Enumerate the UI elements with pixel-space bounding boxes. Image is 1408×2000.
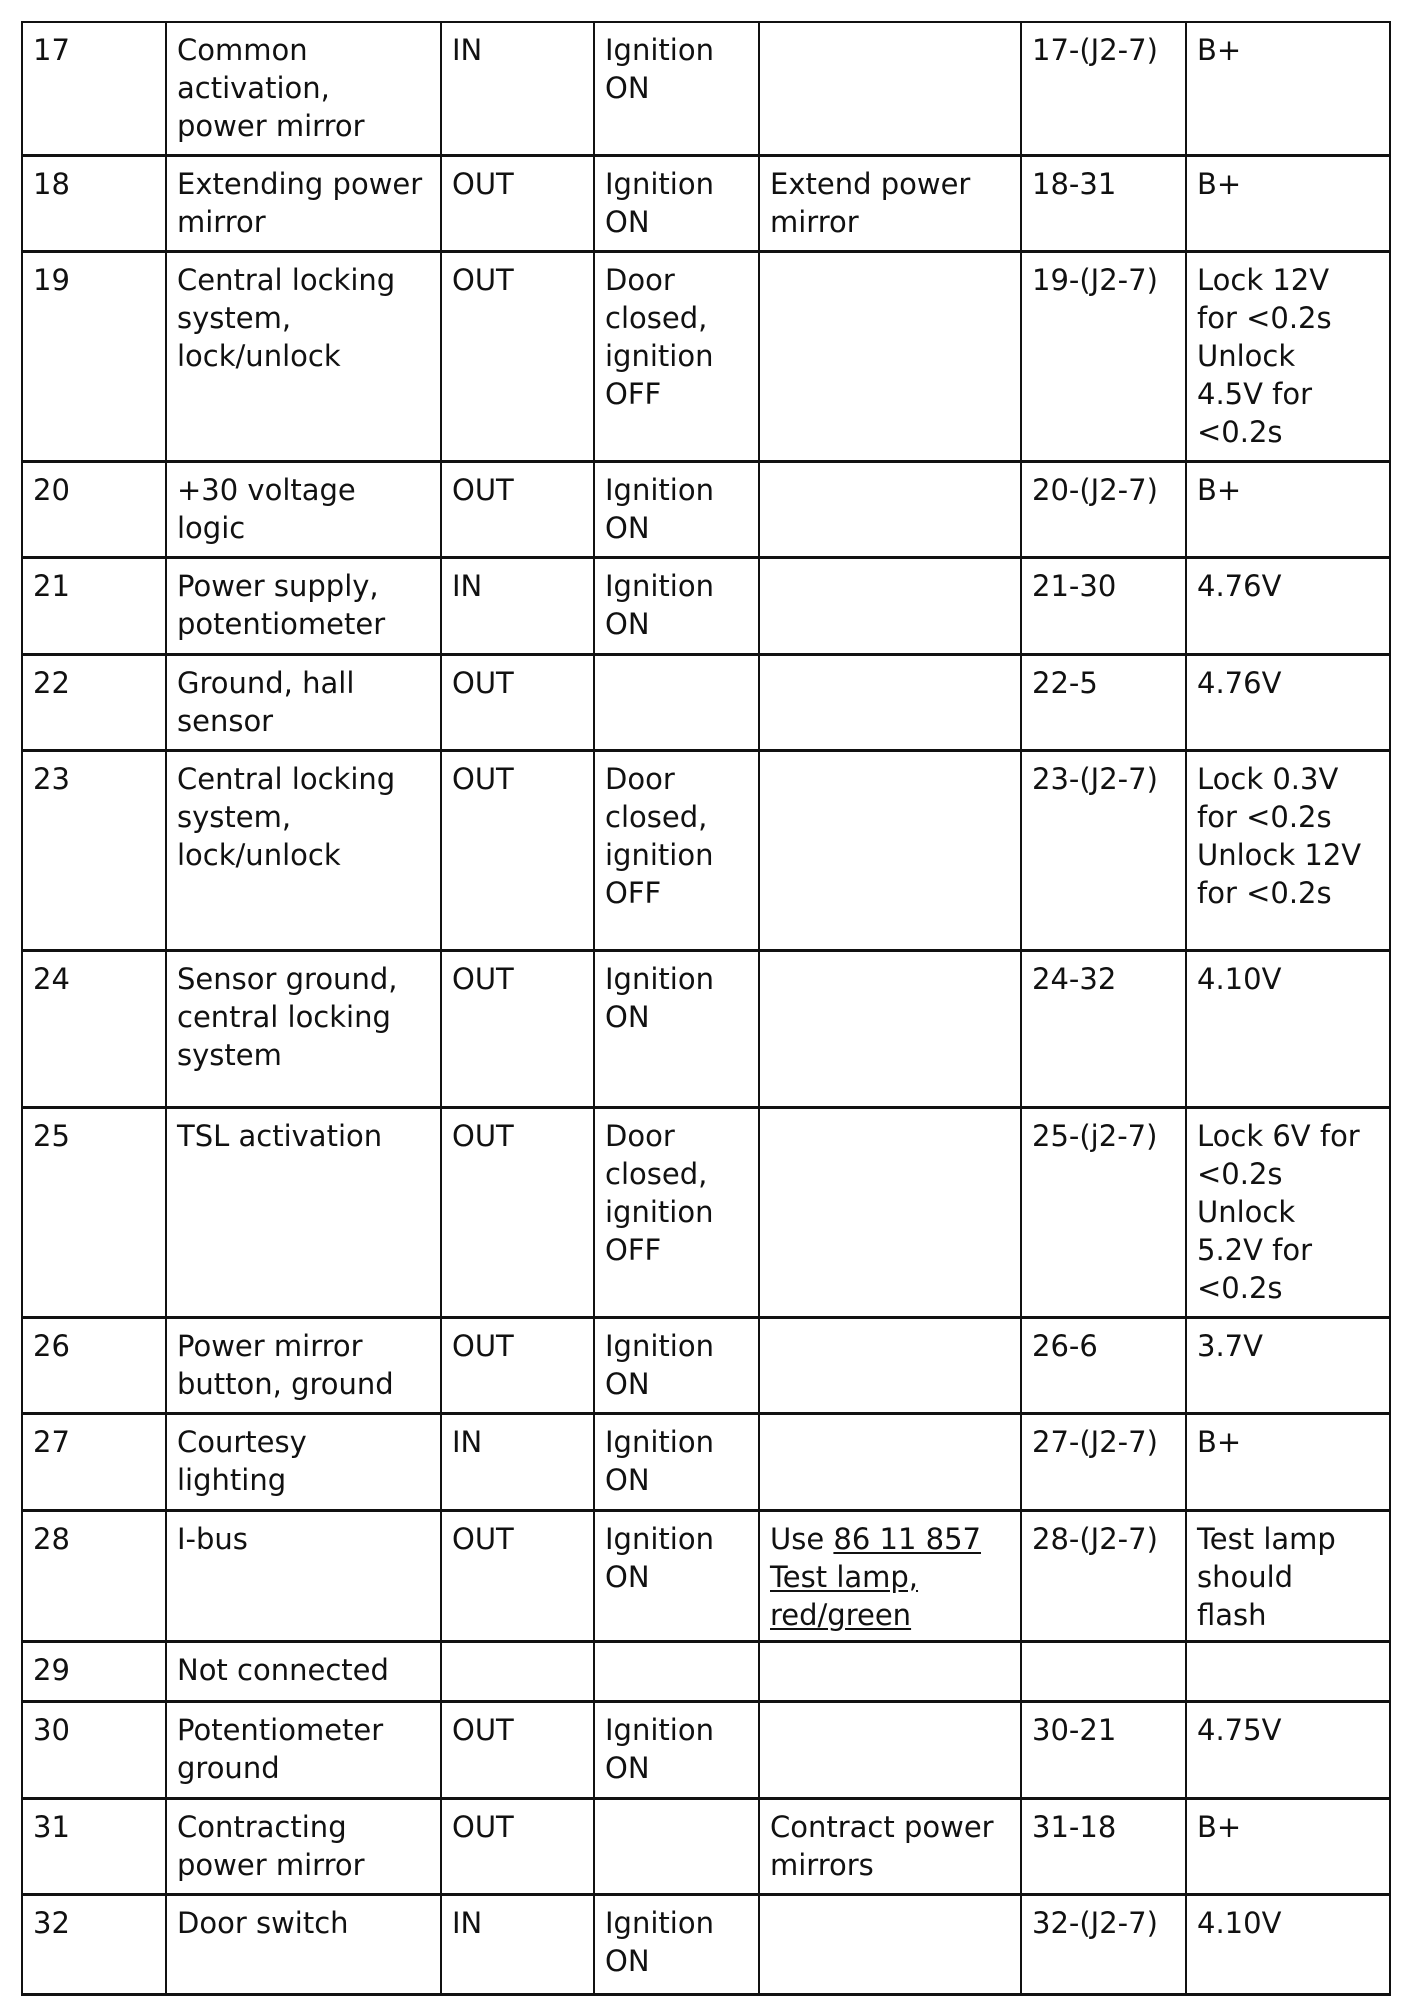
description-cell: Central locking system, lock/unlock: [166, 750, 441, 950]
test-pins-cell: 22-5: [1021, 654, 1186, 750]
pin-assignment-table: [21, 21, 1391, 1996]
description-cell: Potentiometer ground: [166, 1701, 441, 1798]
remark-prefix: Use: [770, 1521, 834, 1556]
value-cell: 3.7V: [1186, 1317, 1390, 1413]
value-cell: 4.10V: [1186, 950, 1390, 1107]
direction-cell: OUT: [441, 1510, 594, 1641]
table-row: [22, 557, 1390, 654]
description-cell: Door switch: [166, 1894, 441, 1994]
test-pins-cell: [1021, 1641, 1186, 1701]
test-pins-cell: 21-30: [1021, 557, 1186, 654]
test-pins-cell: 25-(j2-7): [1021, 1107, 1186, 1317]
direction-cell: OUT: [441, 1798, 594, 1894]
test-pins-cell: 24-32: [1021, 950, 1186, 1107]
remark-cell: Extend power mirror: [759, 155, 1021, 251]
value-cell: Lock 6V for <0.2s Unlock 5.2V for <0.2s: [1186, 1107, 1390, 1317]
test-pins-cell: 18-31: [1021, 155, 1186, 251]
remark-cell: [759, 1701, 1021, 1798]
table-row: [22, 1798, 1390, 1894]
condition-cell: [594, 654, 759, 750]
table-row: [22, 950, 1390, 1107]
condition-cell: Ignition ON: [594, 1317, 759, 1413]
table-row: [22, 1701, 1390, 1798]
pin-cell: 26: [22, 1317, 166, 1413]
condition-cell: Door closed, ignition OFF: [594, 750, 759, 950]
remark-cell: Contract power mirrors: [759, 1798, 1021, 1894]
test-lamp-reference-link[interactable]: 86 11 857 Test lamp, red/green: [770, 1521, 981, 1632]
test-pins-cell: 26-6: [1021, 1317, 1186, 1413]
test-pins-cell: 19-(J2-7): [1021, 251, 1186, 461]
table-row: [22, 155, 1390, 251]
remark-cell: [759, 1317, 1021, 1413]
remark-cell: [759, 22, 1021, 155]
condition-cell: [594, 1798, 759, 1894]
table-row: [22, 1894, 1390, 1994]
direction-cell: IN: [441, 557, 594, 654]
table-row: [22, 750, 1390, 950]
condition-cell: Ignition ON: [594, 22, 759, 155]
description-cell: Extending power mirror: [166, 155, 441, 251]
remark-cell: [759, 1510, 1021, 1641]
pin-cell: 20: [22, 461, 166, 557]
test-pins-cell: 20-(J2-7): [1021, 461, 1186, 557]
value-cell: B+: [1186, 1798, 1390, 1894]
value-cell: B+: [1186, 461, 1390, 557]
direction-cell: IN: [441, 22, 594, 155]
description-cell: Contracting power mirror: [166, 1798, 441, 1894]
description-cell: Central locking system, lock/unlock: [166, 251, 441, 461]
condition-cell: Ignition ON: [594, 155, 759, 251]
table-row: [22, 654, 1390, 750]
description-cell: TSL activation: [166, 1107, 441, 1317]
direction-cell: IN: [441, 1413, 594, 1510]
description-cell: Ground, hall sensor: [166, 654, 441, 750]
pin-cell: 24: [22, 950, 166, 1107]
description-cell: Power mirror button, ground: [166, 1317, 441, 1413]
description-cell: +30 voltage logic: [166, 461, 441, 557]
remark-cell: [759, 750, 1021, 950]
condition-cell: Door closed, ignition OFF: [594, 251, 759, 461]
direction-cell: OUT: [441, 1107, 594, 1317]
value-cell: 4.76V: [1186, 654, 1390, 750]
direction-cell: OUT: [441, 750, 594, 950]
condition-cell: Ignition ON: [594, 461, 759, 557]
remark-cell: [759, 654, 1021, 750]
direction-cell: OUT: [441, 155, 594, 251]
remark-cell: [759, 1107, 1021, 1317]
condition-cell: Ignition ON: [594, 1894, 759, 1994]
pin-cell: 31: [22, 1798, 166, 1894]
description-cell: I-bus: [166, 1510, 441, 1641]
pin-cell: 28: [22, 1510, 166, 1641]
direction-cell: OUT: [441, 1317, 594, 1413]
test-pins-cell: 31-18: [1021, 1798, 1186, 1894]
remark-cell: [759, 950, 1021, 1107]
condition-cell: Ignition ON: [594, 950, 759, 1107]
pin-cell: 19: [22, 251, 166, 461]
direction-cell: IN: [441, 1894, 594, 1994]
pin-cell: 22: [22, 654, 166, 750]
remark-cell: [759, 461, 1021, 557]
value-cell: Test lamp should flash: [1186, 1510, 1390, 1641]
value-cell: B+: [1186, 155, 1390, 251]
pin-cell: 18: [22, 155, 166, 251]
condition-cell: Ignition ON: [594, 557, 759, 654]
condition-cell: Door closed, ignition OFF: [594, 1107, 759, 1317]
description-cell: Not connected: [166, 1641, 441, 1701]
pin-cell: 30: [22, 1701, 166, 1798]
pin-cell: 21: [22, 557, 166, 654]
description-cell: Common activation, power mirror: [166, 22, 441, 155]
pin-cell: 29: [22, 1641, 166, 1701]
test-pins-cell: 32-(J2-7): [1021, 1894, 1186, 1994]
direction-cell: [441, 1641, 594, 1701]
value-cell: Lock 0.3V for <0.2s Unlock 12V for <0.2s: [1186, 750, 1390, 950]
test-pins-cell: 23-(J2-7): [1021, 750, 1186, 950]
value-cell: 4.75V: [1186, 1701, 1390, 1798]
remark-cell: [759, 1894, 1021, 1994]
pin-cell: 23: [22, 750, 166, 950]
value-cell: [1186, 1641, 1390, 1701]
direction-cell: OUT: [441, 654, 594, 750]
table-row: [22, 22, 1390, 155]
test-pins-cell: 17-(J2-7): [1021, 22, 1186, 155]
test-pins-cell: 30-21: [1021, 1701, 1186, 1798]
table-row: [22, 1317, 1390, 1413]
value-cell: 4.10V: [1186, 1894, 1390, 1994]
table-row: [22, 461, 1390, 557]
table-row: [22, 1510, 1390, 1641]
value-cell: 4.76V: [1186, 557, 1390, 654]
condition-cell: Ignition ON: [594, 1701, 759, 1798]
description-cell: Courtesy lighting: [166, 1413, 441, 1510]
pin-cell: 17: [22, 22, 166, 155]
test-pins-cell: 28-(J2-7): [1021, 1510, 1186, 1641]
table-row: [22, 1641, 1390, 1701]
table-row: [22, 251, 1390, 461]
condition-cell: [594, 1641, 759, 1701]
description-cell: Sensor ground, central locking system: [166, 950, 441, 1107]
table-row: [22, 1107, 1390, 1317]
description-cell: Power supply, potentiometer: [166, 557, 441, 654]
test-pins-cell: 27-(J2-7): [1021, 1413, 1186, 1510]
direction-cell: OUT: [441, 950, 594, 1107]
pin-cell: 25: [22, 1107, 166, 1317]
direction-cell: OUT: [441, 251, 594, 461]
table-row: [22, 1413, 1390, 1510]
value-cell: Lock 12V for <0.2s Unlock 4.5V for <0.2s: [1186, 251, 1390, 461]
condition-cell: Ignition ON: [594, 1510, 759, 1641]
direction-cell: OUT: [441, 1701, 594, 1798]
value-cell: B+: [1186, 22, 1390, 155]
pin-cell: 32: [22, 1894, 166, 1994]
value-cell: B+: [1186, 1413, 1390, 1510]
remark-cell: [759, 1641, 1021, 1701]
remark-cell: [759, 557, 1021, 654]
remark-cell: [759, 1413, 1021, 1510]
direction-cell: OUT: [441, 461, 594, 557]
remark-cell: [759, 251, 1021, 461]
condition-cell: Ignition ON: [594, 1413, 759, 1510]
pin-cell: 27: [22, 1413, 166, 1510]
